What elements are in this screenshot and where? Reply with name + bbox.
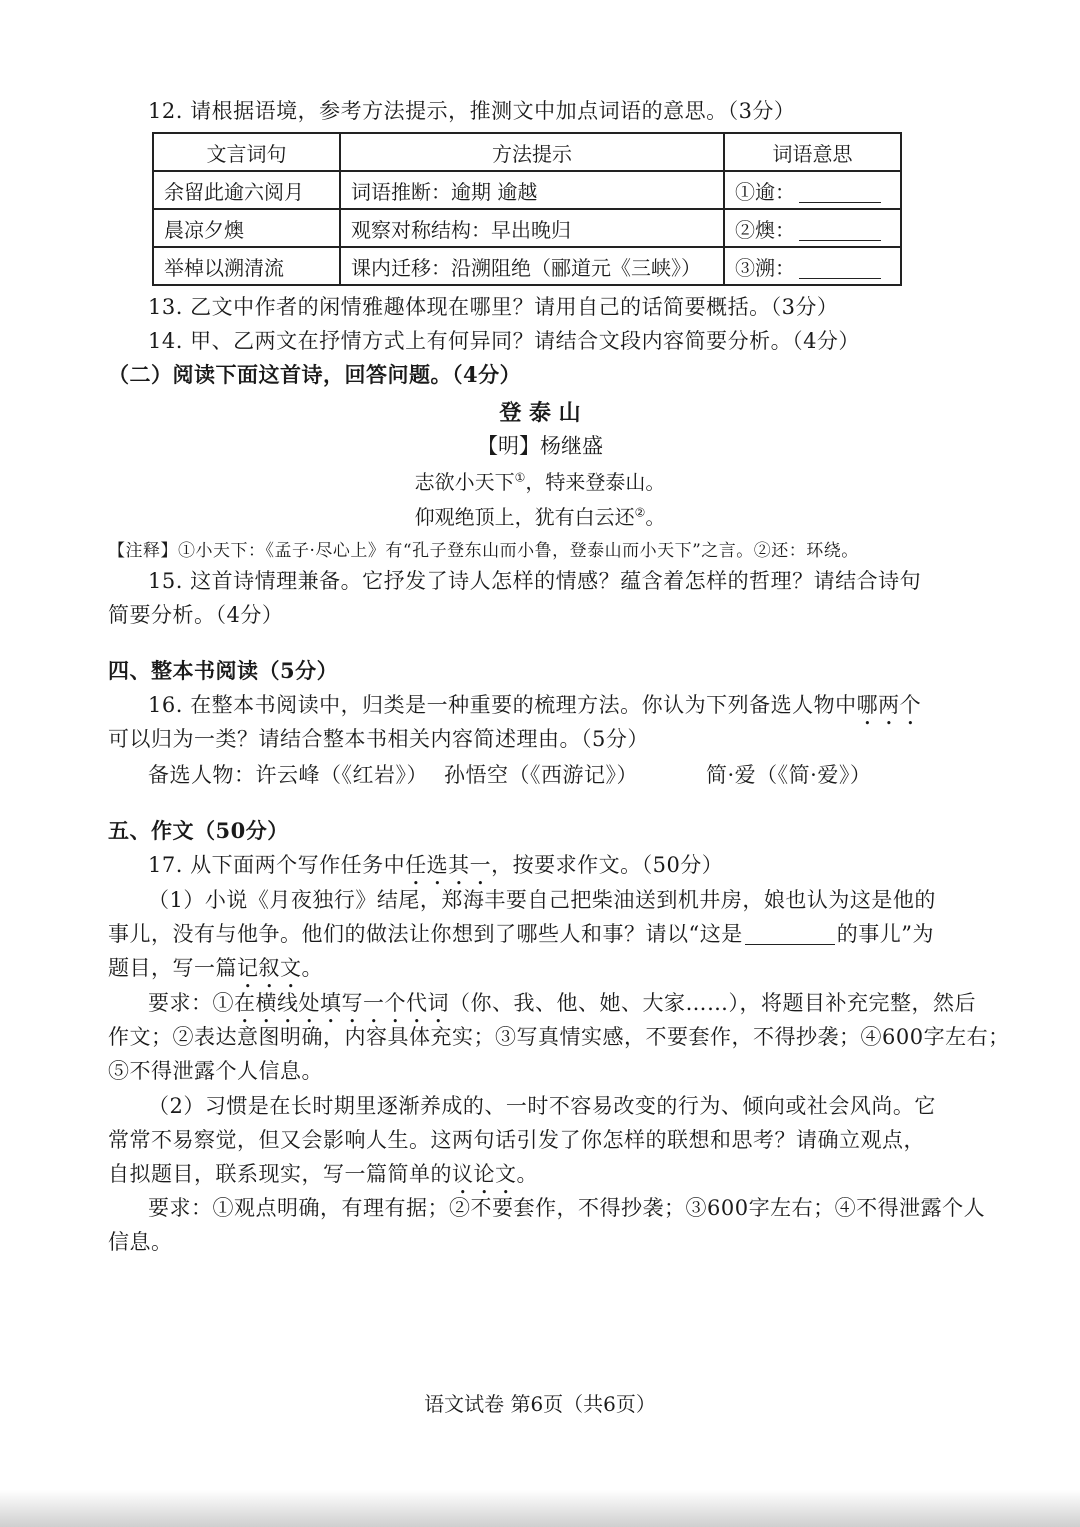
task-1-text-end: 。 — [301, 956, 323, 980]
task-2-text-end: 。 — [516, 1162, 538, 1186]
footnote-marker: ① — [514, 470, 526, 485]
task-1-text: 题目，写一篇 — [108, 956, 237, 980]
task-1-text-end: 的事儿”为 — [836, 922, 934, 946]
table-cell-meaning — [724, 209, 901, 247]
table-header-hint: 方法提示 — [340, 133, 724, 171]
table-cell-hint: 课内迁移：沿溯阻绝（郦道元《三峡》） — [340, 247, 724, 285]
question-16-text: 16. 在整本书阅读中，归类是一种重要的梳理方法。你认为下列备选人物中 — [148, 693, 857, 717]
question-16-line-2: 可以归为一类？请结合整本书相关内容简述理由。（5分） — [108, 727, 649, 751]
table-row — [153, 247, 901, 285]
task-2-text: 自拟题目，联系现实，写一篇简单的 — [108, 1162, 452, 1186]
table-cell-phrase: 晨凉夕燠 — [153, 209, 340, 247]
poem-line-2 — [0, 501, 1080, 530]
question-13: 13. 乙文中作者的闲情雅趣体现在哪里？请用自己的话简要概括。（3分） — [148, 295, 839, 319]
meaning-label: ②燠： — [735, 217, 795, 242]
table-cell-phrase: 举棹以溯清流 — [153, 247, 340, 285]
emphasized-text: 议论文 — [452, 1162, 517, 1186]
candidate-3: 简·爱（《简·爱》） — [706, 763, 872, 787]
task-1-text: 事儿，没有与他争。他们的做法让你想到了哪些人和事？请以“这是 — [108, 922, 743, 946]
table-cell-hint: 词语推断：逾期 逾越 — [340, 171, 724, 209]
question-17 — [148, 851, 723, 890]
candidate-2: 孙悟空（《西游记》） — [444, 763, 638, 787]
answer-blank[interactable] — [799, 220, 881, 241]
table-row — [153, 171, 901, 209]
table-row — [153, 209, 901, 247]
emphasized-text: 任选其一 — [405, 853, 492, 877]
poem-line-1-rest: ，特来登泰山。 — [525, 470, 666, 494]
section-5-heading: 五、作文（50分） — [108, 818, 289, 843]
task-1-line-1: （1）小说《月夜独行》结尾，郑海丰要自己把柴油送到机井房，娘也认为这是他的 — [148, 888, 936, 912]
poem-line-2-rest: 。 — [645, 505, 666, 529]
requirements-label: 要求：① — [148, 991, 234, 1015]
task-1-line-3 — [108, 954, 323, 993]
task-2-requirements-1: 要求：①观点明确，有理有据；②不要套作，不得抄袭；③600字左右；④不得泄露个人 — [148, 1196, 986, 1220]
answer-blank[interactable] — [799, 258, 881, 279]
candidate-1: 备选人物：许云峰（《红岩》） — [148, 763, 428, 787]
question-17-text: 17. 从下面两个写作任务中 — [148, 853, 406, 877]
emphasized-text: 记叙文 — [237, 956, 302, 980]
requirements-text: （你、我、他、她、大家……），将题目补充完整，然后 — [449, 991, 976, 1015]
table-header-meaning: 词语意思 — [724, 133, 901, 171]
poem-title: 登 泰 山 — [499, 400, 581, 426]
question-15-line-2: 简要分析。（4分） — [108, 603, 284, 627]
poem-annotation: 【注释】①小天下：《孟子·尽心上》有“孔子登东山而小鲁，登泰山而小天下”之言。②还：环绕。 — [108, 541, 859, 561]
poem-line-1-text: 志欲小天下 — [414, 470, 515, 494]
poem-author: 【明】杨继盛 — [477, 434, 603, 458]
meaning-label: ①逾： — [735, 179, 795, 204]
task-2-line-2: 常常不易察觉，但又会影响人生。这两句话引发了你怎样的联想和思考？请确立观点， — [108, 1128, 925, 1152]
task-2-line-1: （2）习惯是在长时期里逐渐养成的、一时不容易改变的行为、倾向或社会风尚。它 — [148, 1094, 936, 1118]
table-cell-phrase: 余留此逾六阅月 — [153, 171, 340, 209]
task-2-requirements-2: 信息。 — [108, 1230, 173, 1254]
question-15-line-1: 15. 这首诗情理兼备。它抒发了诗人怎样的情感？蕴含着怎样的哲理？请结合诗句 — [148, 569, 922, 593]
table-cell-meaning — [724, 171, 901, 209]
question-12-prompt: 12. 请根据语境，参考方法提示，推测文中加点词语的意思。（3分） — [148, 99, 796, 123]
vocabulary-table — [152, 132, 902, 286]
question-17-text-end: ，按要求作文。（50分） — [491, 853, 724, 877]
footnote-marker: ② — [634, 505, 646, 520]
section-2-heading: （二）阅读下面这首诗，回答问题。（4分） — [108, 362, 522, 387]
answer-blank[interactable] — [799, 182, 881, 203]
poem-line-2-text: 仰观绝顶上，犹有白云还 — [414, 505, 635, 529]
table-cell-meaning — [724, 247, 901, 285]
emphasized-text: 哪两个 — [856, 693, 922, 717]
meaning-label: ③溯： — [735, 255, 795, 280]
table-header-phrase: 文言词句 — [153, 133, 340, 171]
table-header-row — [153, 133, 901, 171]
title-blank[interactable] — [745, 924, 835, 945]
table-cell-hint: 观察对称结构：早出晚归 — [340, 209, 724, 247]
section-4-heading: 四、整本书阅读（5分） — [108, 658, 339, 683]
task-1-requirements-2: 作文；②表达意图明确，内容具体充实；③写真情实感，不要套作，不得抄袭；④600字左右； — [108, 1025, 1010, 1049]
scan-shadow — [0, 1490, 1080, 1527]
page-footer: 语文试卷 第6页（共6页） — [424, 1392, 656, 1416]
task-1-line-2 — [108, 920, 934, 948]
question-14: 14. 甲、乙两文在抒情方式上有何异同？请结合文段内容简要分析。（4分） — [148, 329, 860, 353]
emphasized-text: 在横线处填写一个代词 — [234, 991, 449, 1015]
task-1-requirements-3: ⑤不得泄露个人信息。 — [108, 1059, 323, 1083]
poem-line-1 — [0, 466, 1080, 495]
